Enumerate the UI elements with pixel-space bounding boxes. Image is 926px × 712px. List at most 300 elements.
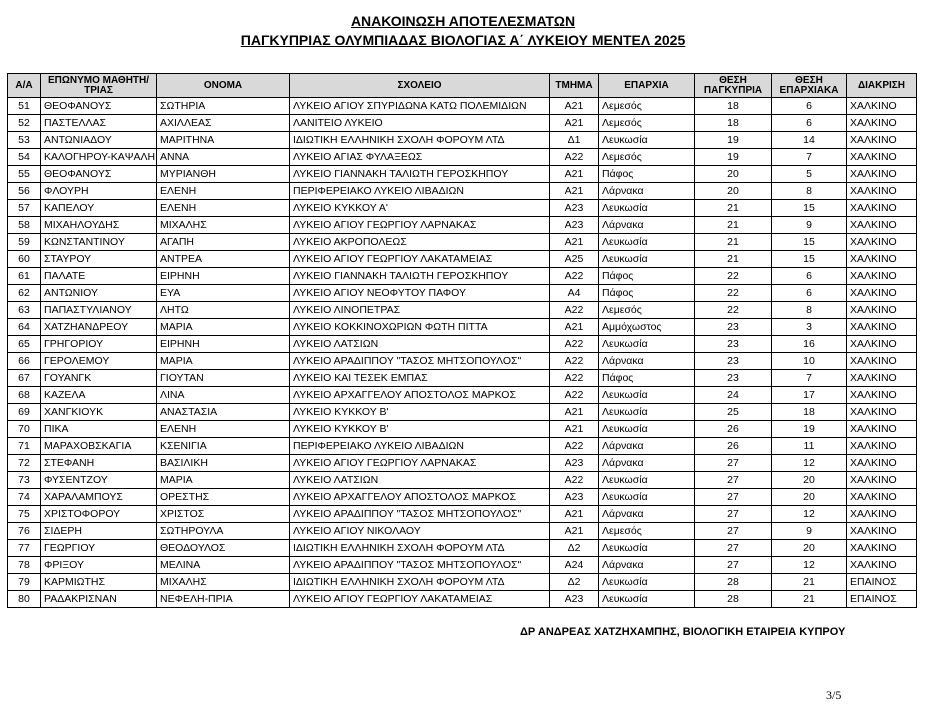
table-body — [8, 98, 917, 608]
table-row — [8, 115, 917, 132]
table-row — [8, 353, 917, 370]
table-row — [8, 319, 917, 336]
first-name-cell: ΧΡΙΣΤΟΣ — [157, 506, 290, 523]
first-name-cell: ΣΩΤΗΡΙΑ — [157, 98, 290, 115]
class-cell: Α22 — [550, 472, 599, 489]
district-cell: Λευκωσία — [599, 336, 695, 353]
table-row — [8, 251, 917, 268]
class-cell: Α21 — [550, 183, 599, 200]
document-subtitle: ΠΑΓΚΥΠΡΙΑΣ ΟΛΥΜΠΙΑΔΑΣ ΒΙΟΛΟΓΙΑΣ Α΄ ΛΥΚΕΙΟΥ ΜΕΝΤΕΛ 2025 — [240, 32, 686, 48]
row-number-cell: 62 — [8, 285, 41, 302]
national-rank-cell: 27 — [695, 523, 772, 540]
surname-cell: ΓΕΩΡΓΙΟΥ — [41, 540, 157, 557]
school-cell: ΛΥΚΕΙΟ ΑΓΙΟΥ ΝΙΚΟΛΑΟΥ — [290, 523, 550, 540]
district-cell: Λευκωσία — [599, 200, 695, 217]
school-cell: ΛΥΚΕΙΟ ΑΓΙΟΥ ΣΠΥΡΙΔΩΝΑ ΚΑΤΩ ΠΟΛΕΜΙΔΙΩΝ — [290, 98, 550, 115]
surname-cell: ΘΕΟΦΑΝΟΥΣ — [41, 98, 157, 115]
footer-signature: ΔΡ ΑΝΔΡΕΑΣ ΧΑΤΖΗΧΑΜΠΗΣ, ΒΙΟΛΟΓΙΚΗ ΕΤΑΙΡΕΙΑ ΚΥΠΡΟΥ — [520, 626, 846, 638]
row-number-cell: 68 — [8, 387, 41, 404]
header-cell: ΟΝΟΜΑ — [157, 74, 290, 98]
award-cell: ΧΑΛΚΙΝΟ — [847, 455, 917, 472]
surname-cell: ΚΑΛΟΓΗΡΟΥ-ΚΑΨΑΛΗ — [41, 149, 157, 166]
first-name-cell: ΜΙΧΑΛΗΣ — [157, 217, 290, 234]
school-cell: ΛΥΚΕΙΟ ΚΥΚΚΟΥ Β' — [290, 421, 550, 438]
school-cell: ΛΥΚΕΙΟ ΑΡΑΔΙΠΠΟΥ "ΤΑΣΟΣ ΜΗΤΣΟΠΟΥΛΟΣ" — [290, 557, 550, 574]
national-rank-cell: 20 — [695, 166, 772, 183]
class-cell: Α21 — [550, 421, 599, 438]
district-cell: Αμμόχωστος — [599, 319, 695, 336]
district-cell: Λεμεσός — [599, 115, 695, 132]
award-cell: ΧΑΛΚΙΝΟ — [847, 370, 917, 387]
surname-cell: ΜΙΧΑΗΛΟΥΔΗΣ — [41, 217, 157, 234]
national-rank-cell: 28 — [695, 574, 772, 591]
school-cell: ΛΥΚΕΙΟ ΚΥΚΚΟΥ Β' — [290, 404, 550, 421]
school-cell: ΛΥΚΕΙΟ ΑΓΙΑΣ ΦΥΛΑΞΕΩΣ — [290, 149, 550, 166]
school-cell: ΛΥΚΕΙΟ ΑΓΙΟΥ ΓΕΩΡΓΙΟΥ ΛΑΡΝΑΚΑΣ — [290, 455, 550, 472]
surname-cell: ΦΥΣΕΝΤΖΟΥ — [41, 472, 157, 489]
district-cell: Λευκωσία — [599, 421, 695, 438]
district-cell: Λεμεσός — [599, 98, 695, 115]
district-rank-cell: 8 — [772, 183, 847, 200]
row-number-cell: 59 — [8, 234, 41, 251]
class-cell: Α23 — [550, 489, 599, 506]
surname-cell: ΦΡΙΞΟΥ — [41, 557, 157, 574]
first-name-cell: ΕΛΕΝΗ — [157, 200, 290, 217]
row-number-cell: 70 — [8, 421, 41, 438]
district-cell: Λευκωσία — [599, 387, 695, 404]
class-cell: Δ2 — [550, 574, 599, 591]
surname-cell: ΓΟΥΑΝΓΚ — [41, 370, 157, 387]
header-cell: ΣΧΟΛΕΙΟ — [290, 74, 550, 98]
school-cell: ΛΥΚΕΙΟ ΑΓΙΟΥ ΓΕΩΡΓΙΟΥ ΛΑΡΝΑΚΑΣ — [290, 217, 550, 234]
row-number-cell: 51 — [8, 98, 41, 115]
award-cell: ΧΑΛΚΙΝΟ — [847, 489, 917, 506]
national-rank-cell: 23 — [695, 336, 772, 353]
district-cell: Λευκωσία — [599, 489, 695, 506]
national-rank-cell: 25 — [695, 404, 772, 421]
national-rank-cell: 26 — [695, 421, 772, 438]
row-number-cell: 76 — [8, 523, 41, 540]
district-cell: Πάφος — [599, 285, 695, 302]
district-cell: Λευκωσία — [599, 591, 695, 608]
award-cell: ΧΑΛΚΙΝΟ — [847, 183, 917, 200]
table-row — [8, 404, 917, 421]
table-row — [8, 489, 917, 506]
award-cell: ΕΠΑΙΝΟΣ — [847, 591, 917, 608]
class-cell: Α21 — [550, 404, 599, 421]
national-rank-cell: 26 — [695, 438, 772, 455]
table-row — [8, 302, 917, 319]
district-rank-cell: 7 — [772, 370, 847, 387]
table-row — [8, 217, 917, 234]
class-cell: Α21 — [550, 506, 599, 523]
row-number-cell: 77 — [8, 540, 41, 557]
class-cell: Δ2 — [550, 540, 599, 557]
national-rank-cell: 27 — [695, 506, 772, 523]
district-rank-cell: 5 — [772, 166, 847, 183]
first-name-cell: ΑΓΑΠΗ — [157, 234, 290, 251]
class-cell: Α22 — [550, 438, 599, 455]
district-cell: Λευκωσία — [599, 472, 695, 489]
award-cell: ΧΑΛΚΙΝΟ — [847, 234, 917, 251]
row-number-cell: 61 — [8, 268, 41, 285]
district-cell: Λευκωσία — [599, 404, 695, 421]
award-cell: ΧΑΛΚΙΝΟ — [847, 217, 917, 234]
surname-cell: ΧΑΡΑΛΑΜΠΟΥΣ — [41, 489, 157, 506]
row-number-cell: 78 — [8, 557, 41, 574]
table-row — [8, 506, 917, 523]
national-rank-cell: 18 — [695, 115, 772, 132]
table-row — [8, 234, 917, 251]
row-number-cell: 69 — [8, 404, 41, 421]
table-row — [8, 98, 917, 115]
national-rank-cell: 22 — [695, 285, 772, 302]
surname-cell: ΠΙΚΑ — [41, 421, 157, 438]
award-cell: ΧΑΛΚΙΝΟ — [847, 268, 917, 285]
national-rank-cell: 23 — [695, 319, 772, 336]
first-name-cell: ΒΑΣΙΛΙΚΗ — [157, 455, 290, 472]
national-rank-cell: 22 — [695, 268, 772, 285]
national-rank-cell: 18 — [695, 98, 772, 115]
row-number-cell: 79 — [8, 574, 41, 591]
award-cell: ΧΑΛΚΙΝΟ — [847, 557, 917, 574]
school-cell: ΛΑΝΙΤΕΙΟ ΛΥΚΕΙΟ — [290, 115, 550, 132]
district-cell: Λάρνακα — [599, 506, 695, 523]
row-number-cell: 56 — [8, 183, 41, 200]
district-cell: Λευκωσία — [599, 251, 695, 268]
class-cell: Α23 — [550, 217, 599, 234]
school-cell: ΠΕΡΙΦΕΡΕΙΑΚΟ ΛΥΚΕΙΟ ΛΙΒΑΔΙΩΝ — [290, 183, 550, 200]
row-number-cell: 54 — [8, 149, 41, 166]
header-cell: ΔΙΑΚΡΙΣΗ — [847, 74, 917, 98]
first-name-cell: ΜΑΡΙΑ — [157, 472, 290, 489]
district-rank-cell: 10 — [772, 353, 847, 370]
class-cell: Α22 — [550, 302, 599, 319]
district-rank-cell: 12 — [772, 506, 847, 523]
first-name-cell: ΣΩΤΗΡΟΥΛΑ — [157, 523, 290, 540]
district-rank-cell: 9 — [772, 523, 847, 540]
table-row — [8, 370, 917, 387]
school-cell: ΛΥΚΕΙΟ ΛΙΝΟΠΕΤΡΑΣ — [290, 302, 550, 319]
row-number-cell: 57 — [8, 200, 41, 217]
row-number-cell: 64 — [8, 319, 41, 336]
first-name-cell: ΛΙΝΑ — [157, 387, 290, 404]
national-rank-cell: 28 — [695, 591, 772, 608]
row-number-cell: 80 — [8, 591, 41, 608]
school-cell: ΛΥΚΕΙΟ ΚΟΚΚΙΝΟΧΩΡΙΩΝ ΦΩΤΗ ΠΙΤΤΑ — [290, 319, 550, 336]
class-cell: Α21 — [550, 166, 599, 183]
district-rank-cell: 15 — [772, 251, 847, 268]
class-cell: Α25 — [550, 251, 599, 268]
school-cell: ΠΕΡΙΦΕΡΕΙΑΚΟ ΛΥΚΕΙΟ ΛΙΒΑΔΙΩΝ — [290, 438, 550, 455]
award-cell: ΧΑΛΚΙΝΟ — [847, 98, 917, 115]
school-cell: ΙΔΙΩΤΙΚΗ ΕΛΛΗΝΙΚΗ ΣΧΟΛΗ ΦΟΡΟΥΜ ΛΤΔ — [290, 574, 550, 591]
surname-cell: ΑΝΤΩΝΙΑΔΟΥ — [41, 132, 157, 149]
table-row — [8, 132, 917, 149]
first-name-cell: ΛΗΤΩ — [157, 302, 290, 319]
school-cell: ΛΥΚΕΙΟ ΑΡΧΑΓΓΕΛΟΥ ΑΠΟΣΤΟΛΟΣ ΜΑΡΚΟΣ — [290, 387, 550, 404]
first-name-cell: ΕΙΡΗΝΗ — [157, 268, 290, 285]
district-rank-cell: 12 — [772, 557, 847, 574]
award-cell: ΧΑΛΚΙΝΟ — [847, 132, 917, 149]
table-row — [8, 557, 917, 574]
table-header-row — [8, 74, 917, 98]
class-cell: Α23 — [550, 455, 599, 472]
school-cell: ΛΥΚΕΙΟ ΑΡΧΑΓΓΕΛΟΥ ΑΠΟΣΤΟΛΟΣ ΜΑΡΚΟΣ — [290, 489, 550, 506]
award-cell: ΧΑΛΚΙΝΟ — [847, 506, 917, 523]
table-row — [8, 455, 917, 472]
award-cell: ΧΑΛΚΙΝΟ — [847, 353, 917, 370]
table-row — [8, 540, 917, 557]
table-row — [8, 200, 917, 217]
class-cell: Α21 — [550, 98, 599, 115]
surname-cell: ΣΤΕΦΑΝΗ — [41, 455, 157, 472]
national-rank-cell: 27 — [695, 472, 772, 489]
class-cell: Α24 — [550, 557, 599, 574]
first-name-cell: ΑΝΝΑ — [157, 149, 290, 166]
first-name-cell: ΜΑΡΙΑ — [157, 319, 290, 336]
row-number-cell: 52 — [8, 115, 41, 132]
award-cell: ΧΑΛΚΙΝΟ — [847, 336, 917, 353]
district-rank-cell: 20 — [772, 489, 847, 506]
row-number-cell: 55 — [8, 166, 41, 183]
class-cell: Α22 — [550, 370, 599, 387]
first-name-cell: ΓΙΟΥΤΑΝ — [157, 370, 290, 387]
school-cell: ΛΥΚΕΙΟ ΑΓΙΟΥ ΓΕΩΡΓΙΟΥ ΛΑΚΑΤΑΜΕΙΑΣ — [290, 251, 550, 268]
first-name-cell: ΕΛΕΝΗ — [157, 183, 290, 200]
first-name-cell: ΘΕΟΔΟΥΛΟΣ — [157, 540, 290, 557]
class-cell: Α23 — [550, 591, 599, 608]
award-cell: ΧΑΛΚΙΝΟ — [847, 421, 917, 438]
district-rank-cell: 15 — [772, 200, 847, 217]
award-cell: ΧΑΛΚΙΝΟ — [847, 115, 917, 132]
table-row — [8, 472, 917, 489]
district-rank-cell: 18 — [772, 404, 847, 421]
district-cell: Λεμεσός — [599, 523, 695, 540]
first-name-cell: ΟΡΕΣΤΗΣ — [157, 489, 290, 506]
district-rank-cell: 17 — [772, 387, 847, 404]
class-cell: Α4 — [550, 285, 599, 302]
header-cell: ΘΕΣΗ ΠΑΓΚΥΠΡΙΑ — [695, 74, 772, 98]
surname-cell: ΚΑΡΜΙΩΤΗΣ — [41, 574, 157, 591]
class-cell: Α22 — [550, 336, 599, 353]
district-rank-cell: 20 — [772, 472, 847, 489]
first-name-cell: ΕΥΑ — [157, 285, 290, 302]
district-cell: Πάφος — [599, 370, 695, 387]
school-cell: ΛΥΚΕΙΟ ΑΓΙΟΥ ΓΕΩΡΓΙΟΥ ΛΑΚΑΤΑΜΕΙΑΣ — [290, 591, 550, 608]
district-cell: Λάρνακα — [599, 557, 695, 574]
district-rank-cell: 6 — [772, 115, 847, 132]
award-cell: ΧΑΛΚΙΝΟ — [847, 387, 917, 404]
document-title: ΑΝΑΚΟΙΝΩΣΗ ΑΠΟΤΕΛΕΣΜΑΤΩΝ — [350, 13, 576, 29]
class-cell: Α22 — [550, 387, 599, 404]
first-name-cell: ΜΕΛΙΝΑ — [157, 557, 290, 574]
row-number-cell: 65 — [8, 336, 41, 353]
header-cell: ΘΕΣΗ ΕΠΑΡΧΙΑΚΑ — [772, 74, 847, 98]
district-rank-cell: 6 — [772, 285, 847, 302]
district-cell: Λεμεσός — [599, 149, 695, 166]
row-number-cell: 53 — [8, 132, 41, 149]
table-row — [8, 285, 917, 302]
national-rank-cell: 24 — [695, 387, 772, 404]
surname-cell: ΓΡΗΓΟΡΙΟΥ — [41, 336, 157, 353]
class-cell: Α21 — [550, 234, 599, 251]
district-rank-cell: 16 — [772, 336, 847, 353]
surname-cell: ΚΑΖΕΛΑ — [41, 387, 157, 404]
first-name-cell: ΕΛΕΝΗ — [157, 421, 290, 438]
header-cell: ΤΜΗΜΑ — [550, 74, 599, 98]
national-rank-cell: 21 — [695, 217, 772, 234]
national-rank-cell: 20 — [695, 183, 772, 200]
district-rank-cell: 21 — [772, 574, 847, 591]
school-cell: ΛΥΚΕΙΟ ΚΥΚΚΟΥ Α' — [290, 200, 550, 217]
school-cell: ΛΥΚΕΙΟ ΓΙΑΝΝΑΚΗ ΤΑΛΙΩΤΗ ΓΕΡΟΣΚΗΠΟΥ — [290, 268, 550, 285]
surname-cell: ΣΙΔΕΡΗ — [41, 523, 157, 540]
surname-cell: ΑΝΤΩΝΙΟΥ — [41, 285, 157, 302]
surname-cell: ΚΑΠΕΛΟΥ — [41, 200, 157, 217]
class-cell: Α23 — [550, 200, 599, 217]
school-cell: ΛΥΚΕΙΟ ΑΓΙΟΥ ΝΕΟΦΥΤΟΥ ΠΑΦΟΥ — [290, 285, 550, 302]
table-row — [8, 438, 917, 455]
first-name-cell: ΜΥΡΙΑΝΘΗ — [157, 166, 290, 183]
award-cell: ΕΠΑΙΝΟΣ — [847, 574, 917, 591]
surname-cell: ΓΕΡΟΛΕΜΟΥ — [41, 353, 157, 370]
first-name-cell: ΜΑΡΙΑ — [157, 353, 290, 370]
surname-cell: ΠΑΣΤΕΛΛΑΣ — [41, 115, 157, 132]
table-row — [8, 421, 917, 438]
district-cell: Πάφος — [599, 268, 695, 285]
award-cell: ΧΑΛΚΙΝΟ — [847, 540, 917, 557]
school-cell: ΛΥΚΕΙΟ ΑΡΑΔΙΠΠΟΥ "ΤΑΣΟΣ ΜΗΤΣΟΠΟΥΛΟΣ" — [290, 506, 550, 523]
district-cell: Λευκωσία — [599, 234, 695, 251]
national-rank-cell: 27 — [695, 455, 772, 472]
district-cell: Λευκωσία — [599, 132, 695, 149]
row-number-cell: 71 — [8, 438, 41, 455]
national-rank-cell: 27 — [695, 557, 772, 574]
row-number-cell: 67 — [8, 370, 41, 387]
class-cell: Α22 — [550, 149, 599, 166]
school-cell: ΛΥΚΕΙΟ ΛΑΤΣΙΩΝ — [290, 336, 550, 353]
surname-cell: ΣΤΑΥΡΟΥ — [41, 251, 157, 268]
district-rank-cell: 8 — [772, 302, 847, 319]
first-name-cell: ΑΧΙΛΛΕΑΣ — [157, 115, 290, 132]
national-rank-cell: 27 — [695, 489, 772, 506]
table-row — [8, 387, 917, 404]
row-number-cell: 73 — [8, 472, 41, 489]
class-cell: Α21 — [550, 523, 599, 540]
district-rank-cell: 7 — [772, 149, 847, 166]
district-rank-cell: 14 — [772, 132, 847, 149]
surname-cell: ΘΕΟΦΑΝΟΥΣ — [41, 166, 157, 183]
surname-cell: ΚΩΝΣΤΑΝΤΙΝΟΥ — [41, 234, 157, 251]
national-rank-cell: 19 — [695, 132, 772, 149]
row-number-cell: 58 — [8, 217, 41, 234]
school-cell: ΛΥΚΕΙΟ ΛΑΤΣΙΩΝ — [290, 472, 550, 489]
class-cell: Α22 — [550, 268, 599, 285]
national-rank-cell: 21 — [695, 251, 772, 268]
award-cell: ΧΑΛΚΙΝΟ — [847, 285, 917, 302]
award-cell: ΧΑΛΚΙΝΟ — [847, 251, 917, 268]
national-rank-cell: 21 — [695, 200, 772, 217]
award-cell: ΧΑΛΚΙΝΟ — [847, 200, 917, 217]
school-cell: ΛΥΚΕΙΟ ΚΑΙ ΤΕΣΕΚ ΕΜΠΑΣ — [290, 370, 550, 387]
award-cell: ΧΑΛΚΙΝΟ — [847, 319, 917, 336]
national-rank-cell: 23 — [695, 370, 772, 387]
surname-cell: ΦΛΟΥΡΗ — [41, 183, 157, 200]
row-number-cell: 75 — [8, 506, 41, 523]
first-name-cell: ΚΣΕΝΙΓΙΑ — [157, 438, 290, 455]
first-name-cell: ΑΝΑΣΤΑΣΙΑ — [157, 404, 290, 421]
district-cell: Λεμεσός — [599, 302, 695, 319]
award-cell: ΧΑΛΚΙΝΟ — [847, 166, 917, 183]
award-cell: ΧΑΛΚΙΝΟ — [847, 472, 917, 489]
row-number-cell: 74 — [8, 489, 41, 506]
district-rank-cell: 3 — [772, 319, 847, 336]
district-cell: Λάρνακα — [599, 217, 695, 234]
surname-cell: ΧΡΙΣΤΟΦΟΡΟΥ — [41, 506, 157, 523]
award-cell: ΧΑΛΚΙΝΟ — [847, 404, 917, 421]
row-number-cell: 63 — [8, 302, 41, 319]
school-cell: ΛΥΚΕΙΟ ΑΡΑΔΙΠΠΟΥ "ΤΑΣΟΣ ΜΗΤΣΟΠΟΥΛΟΣ" — [290, 353, 550, 370]
table-row — [8, 523, 917, 540]
district-cell: Πάφος — [599, 166, 695, 183]
district-cell: Λευκωσία — [599, 574, 695, 591]
award-cell: ΧΑΛΚΙΝΟ — [847, 302, 917, 319]
header-cell: ΕΠΩΝΥΜΟ ΜΑΘΗΤΗ/ΤΡΙΑΣ — [41, 74, 157, 98]
surname-cell: ΠΑΛΑΤΕ — [41, 268, 157, 285]
table-row — [8, 166, 917, 183]
first-name-cell: ΜΙΧΑΛΗΣ — [157, 574, 290, 591]
district-cell: Λάρνακα — [599, 455, 695, 472]
school-cell: ΙΔΙΩΤΙΚΗ ΕΛΛΗΝΙΚΗ ΣΧΟΛΗ ΦΟΡΟΥΜ ΛΤΔ — [290, 132, 550, 149]
national-rank-cell: 27 — [695, 540, 772, 557]
national-rank-cell: 22 — [695, 302, 772, 319]
award-cell: ΧΑΛΚΙΝΟ — [847, 438, 917, 455]
class-cell: Α21 — [550, 319, 599, 336]
surname-cell: ΡΑΔΑΚΡΙΣΝΑΝ — [41, 591, 157, 608]
first-name-cell: ΑΝΤΡΕΑ — [157, 251, 290, 268]
row-number-cell: 66 — [8, 353, 41, 370]
district-rank-cell: 21 — [772, 591, 847, 608]
award-cell: ΧΑΛΚΙΝΟ — [847, 523, 917, 540]
district-cell: Λευκωσία — [599, 540, 695, 557]
district-rank-cell: 6 — [772, 98, 847, 115]
district-cell: Λάρνακα — [599, 353, 695, 370]
national-rank-cell: 21 — [695, 234, 772, 251]
district-rank-cell: 19 — [772, 421, 847, 438]
district-rank-cell: 11 — [772, 438, 847, 455]
first-name-cell: ΕΙΡΗΝΗ — [157, 336, 290, 353]
district-rank-cell: 6 — [772, 268, 847, 285]
school-cell: ΙΔΙΩΤΙΚΗ ΕΛΛΗΝΙΚΗ ΣΧΟΛΗ ΦΟΡΟΥΜ ΛΤΔ — [290, 540, 550, 557]
national-rank-cell: 23 — [695, 353, 772, 370]
table-row — [8, 591, 917, 608]
district-rank-cell: 15 — [772, 234, 847, 251]
first-name-cell: ΜΑΡΙΤΗΝΑ — [157, 132, 290, 149]
first-name-cell: ΝΕΦΕΛΗ-ΠΡΙΑ — [157, 591, 290, 608]
district-cell: Λάρνακα — [599, 183, 695, 200]
national-rank-cell: 19 — [695, 149, 772, 166]
row-number-cell: 60 — [8, 251, 41, 268]
table-row — [8, 574, 917, 591]
surname-cell: ΠΑΠΑΣΤΥΛΙΑΝΟΥ — [41, 302, 157, 319]
table-row — [8, 268, 917, 285]
table-row — [8, 336, 917, 353]
surname-cell: ΧΑΤΖΗΑΝΔΡΕΟΥ — [41, 319, 157, 336]
surname-cell: ΜΑΡΑΧΟΒΣΚΑΓΙΑ — [41, 438, 157, 455]
district-rank-cell: 9 — [772, 217, 847, 234]
header-cell: Α/Α — [8, 74, 41, 98]
